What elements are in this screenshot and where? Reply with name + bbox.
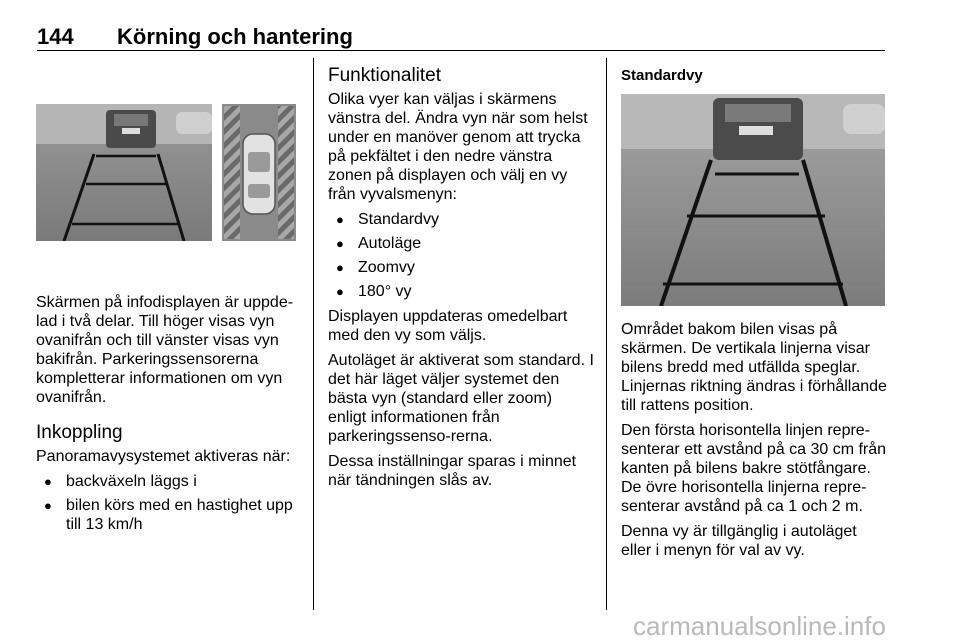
page-header — [37, 24, 885, 51]
list-item: ● Standardvy — [328, 210, 594, 229]
camera-view-image — [36, 104, 296, 241]
list-item: ● bilen körs med en hastighet upp till 13 km/h — [36, 496, 298, 534]
paragraph: Displayen uppdateras omedelbart med den vy som väljs. — [328, 308, 568, 344]
funktionalitet-heading: Funktionalitet — [328, 65, 442, 86]
right-column — [621, 66, 887, 85]
standardvy-heading: Standardvy — [621, 67, 703, 84]
paragraph: Olika vyer kan väljas i skärmens vänstra del. Ändra vyn när som helst under en manöver genom att trycka på pekfältet i den nedre vänstra zonen på displayen och välj en vy från vyvalsmenyn: — [328, 91, 588, 203]
activation-list — [36, 472, 298, 534]
paragraph: Dessa inställningar sparas i minnet när tändningen slås av. — [328, 453, 577, 489]
view-options-list — [328, 210, 594, 301]
column-divider-left — [313, 58, 314, 610]
inkoppling-intro: Panoramavysystemet aktiveras när: — [36, 448, 291, 465]
standard-view-image — [621, 94, 885, 306]
page-title: Körning och hantering — [117, 24, 353, 49]
list-item: ● Zoomvy — [328, 258, 594, 277]
middle-column — [328, 66, 594, 496]
list-item: ● Autoläge — [328, 234, 594, 253]
image-caption: Skärmen på infodisplayen är uppde-lad i två delar. Till höger visas vyn ovanifrån och till vänster visas vyn bakifrån. Parkeringssensorerna kompletterar informationen om vyn ovanifrån. — [36, 294, 294, 406]
watermark: carmanualsonline.info — [633, 611, 886, 641]
paragraph: Denna vy är tillgänglig i autoläget eller i menyn för val av vy. — [621, 523, 857, 559]
column-divider-right — [606, 58, 607, 610]
list-item: ● backväxeln läggs i — [36, 472, 298, 491]
left-column — [36, 293, 298, 540]
list-item: ● 180° vy — [328, 282, 594, 301]
paragraph: Området bakom bilen visas på skärmen. De vertikala linjerna visar bilens bredd med utfällda speglar. Linjernas riktning ändras i förhållande till rattens position. — [621, 321, 887, 414]
paragraph: Autoläget är aktiverat som standard. I det här läget väljer systemet den bästa vyn (standard eller zoom) enligt informationen från parkeringssenso-rerna. — [328, 352, 594, 445]
paragraph: Den första horisontella linjen repre-senterar ett avstånd på ca 30 cm från kanten på bilens bakre stötfångare. De övre horisontella linjerna repre-senterar avstånd på ca 1 och 2 m. — [621, 422, 887, 515]
inkoppling-heading: Inkoppling — [36, 422, 123, 443]
right-column-text — [621, 320, 889, 566]
page-number: 144 — [37, 24, 74, 49]
